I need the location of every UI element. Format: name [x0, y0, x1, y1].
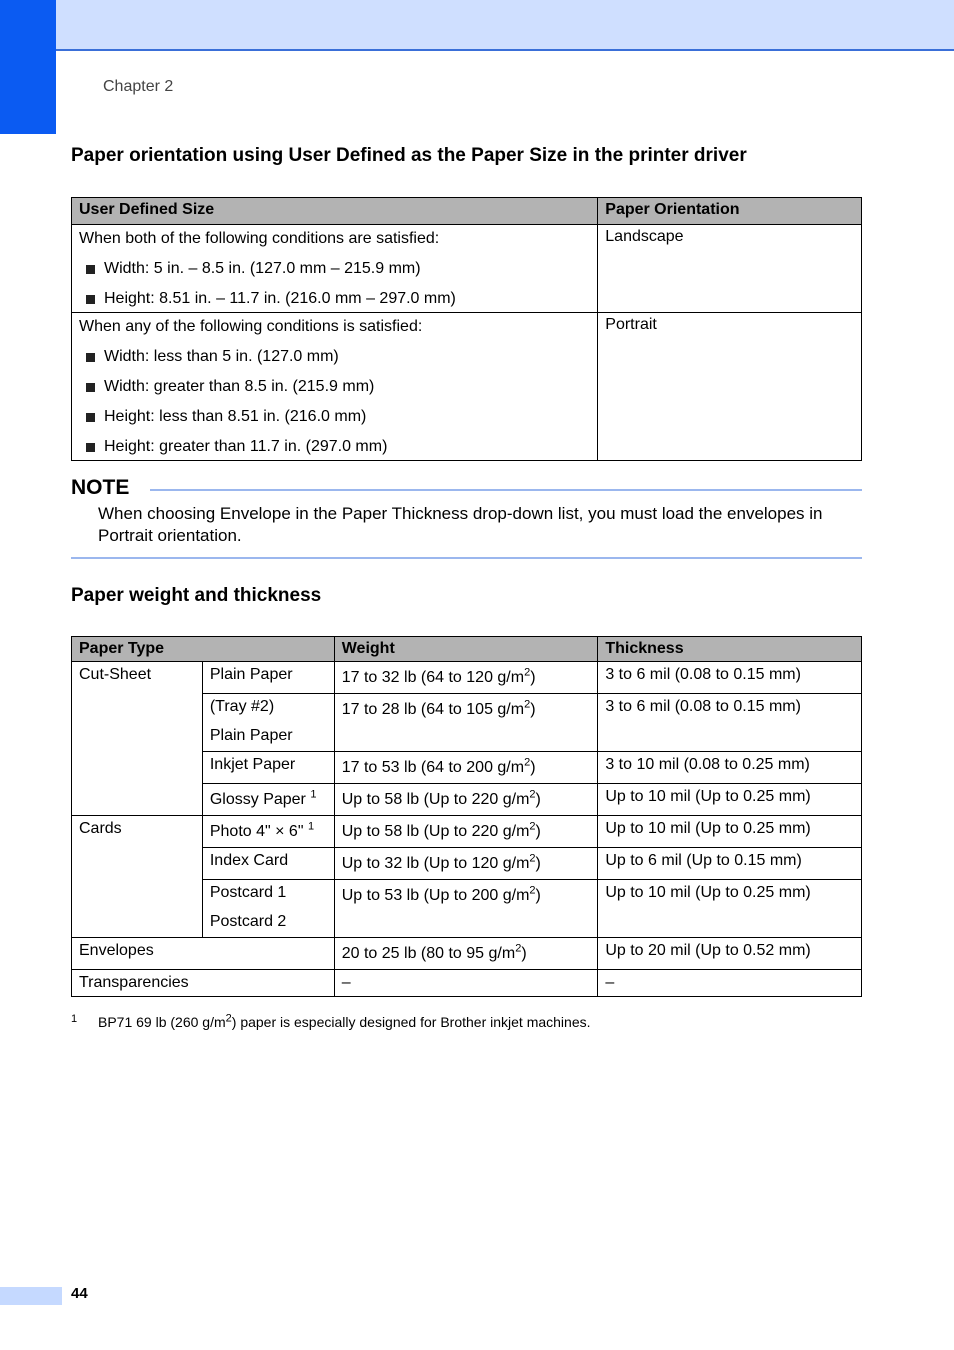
- table-row: [72, 313, 862, 461]
- table-row: [72, 970, 862, 997]
- square-bullet-icon: [86, 353, 95, 362]
- note-heading: NOTE: [71, 476, 130, 499]
- table-row: [72, 225, 862, 313]
- weight-cell: 17 to 32 lb (64 to 120 $g/m^2$): [334, 662, 598, 694]
- weight-cell: 17 to 53 lb (64 to 200 $g/m^2$): [334, 752, 598, 784]
- paper-group-cell: Cards: [72, 816, 203, 938]
- paper-group-cell: Transparencies: [72, 970, 335, 997]
- orientation-cell: Portrait: [598, 313, 862, 461]
- list-item: Height: greater than 11.7 in. (297.0 mm): [86, 437, 590, 457]
- square-bullet-icon: [86, 265, 95, 274]
- square-bullet-icon: [86, 443, 95, 452]
- list-item: Width: less than 5 in. (127.0 mm): [86, 347, 590, 367]
- footer-band: [0, 1287, 62, 1305]
- weight-cell: Up to 53 lb (Up to 200 $g/m^2$): [334, 880, 598, 938]
- orientation-cell: Landscape: [598, 225, 862, 313]
- weight-cell: 20 to 25 lb (80 to 95 $g/m^2$): [334, 938, 598, 970]
- note-bottom-divider: [71, 557, 862, 559]
- weight-cell: Up to 32 lb (Up to 120 $g/m^2$): [334, 848, 598, 880]
- square-bullet-icon: [86, 295, 95, 304]
- thickness-cell: 3 to 10 mil (0.08 to 0.25 mm): [598, 752, 862, 784]
- column-header: User Defined Size: [72, 198, 598, 225]
- paper-type-cell: Index Card: [202, 848, 334, 880]
- table-row: [72, 662, 862, 694]
- section-title: Paper orientation using User Defined as the Paper Size in the printer driver: [71, 145, 747, 166]
- chapter-label: Chapter 2: [103, 78, 174, 95]
- square-bullet-icon: [86, 413, 95, 422]
- thickness-cell: –: [598, 970, 862, 997]
- weight-cell: Up to 58 lb (Up to 220 $g/m^2$): [334, 816, 598, 848]
- subsection-title: Paper weight and thickness: [71, 585, 322, 606]
- paper-type-cell: Photo 4" × 6" $^1$: [202, 816, 334, 848]
- thickness-cell: 3 to 6 mil (0.08 to 0.15 mm): [598, 694, 862, 752]
- column-header: Weight: [334, 637, 598, 662]
- paper-type-cell: Plain Paper: [202, 662, 334, 694]
- list-item: Height: 8.51 in. – 11.7 in. (216.0 mm – 297.0 mm): [86, 289, 590, 309]
- paper-group-cell: Envelopes: [72, 938, 335, 970]
- weight-cell: 17 to 28 lb (64 to 105 $g/m^2$): [334, 694, 598, 752]
- table-row: [72, 816, 862, 848]
- thickness-cell: Up to 20 mil (Up to 0.52 mm): [598, 938, 862, 970]
- column-header: Paper Type: [72, 637, 335, 662]
- paper-type-cell: Inkjet Paper: [202, 752, 334, 784]
- note-text: When choosing Envelope in the Paper Thickness drop-down list, you must load the envelopes in Portrait orientation.: [98, 504, 823, 545]
- square-bullet-icon: [86, 383, 95, 392]
- table-header-row: [72, 637, 862, 662]
- table-header-row: [72, 198, 862, 225]
- thickness-cell: Up to 10 mil (Up to 0.25 mm): [598, 880, 862, 938]
- footnote-number: 1: [71, 1013, 78, 1025]
- header-band: [0, 0, 954, 51]
- list-item: Width: 5 in. – 8.5 in. (127.0 mm – 215.9 mm): [86, 259, 590, 279]
- condition-intro: When any of the following conditions is satisfied:: [79, 318, 423, 335]
- thickness-cell: Up to 10 mil (Up to 0.25 mm): [598, 784, 862, 816]
- footnote-text: BP71 69 lb (260 $g/m^2$) paper is especially designed for Brother inkjet machines.: [98, 1012, 591, 1030]
- table-row: [72, 938, 862, 970]
- list-item: Height: less than 8.51 in. (216.0 mm): [86, 407, 590, 427]
- paper-type-cell: Glossy Paper $^1$: [202, 784, 334, 816]
- condition-intro: When both of the following conditions are satisfied:: [79, 230, 440, 247]
- list-item: Width: greater than 8.5 in. (215.9 mm): [86, 377, 590, 397]
- condition-cell: [72, 225, 598, 313]
- orientation-table: [71, 197, 862, 461]
- paper-group-cell: Cut-Sheet: [72, 662, 203, 816]
- paper-weight-table: [71, 636, 862, 997]
- paper-type-cell: Postcard 1 Postcard 2: [202, 880, 334, 938]
- chapter-tab: [0, 0, 56, 134]
- paper-type-cell: (Tray #2) Plain Paper: [202, 694, 334, 752]
- thickness-cell: Up to 6 mil (Up to 0.15 mm): [598, 848, 862, 880]
- note-divider: [150, 489, 862, 491]
- weight-cell: –: [334, 970, 598, 997]
- condition-cell: [72, 313, 598, 461]
- weight-cell: Up to 58 lb (Up to 220 $g/m^2$): [334, 784, 598, 816]
- column-header: Thickness: [598, 637, 862, 662]
- thickness-cell: 3 to 6 mil (0.08 to 0.15 mm): [598, 662, 862, 694]
- page-number: 44: [71, 1285, 88, 1302]
- thickness-cell: Up to 10 mil (Up to 0.25 mm): [598, 816, 862, 848]
- column-header: Paper Orientation: [598, 198, 862, 225]
